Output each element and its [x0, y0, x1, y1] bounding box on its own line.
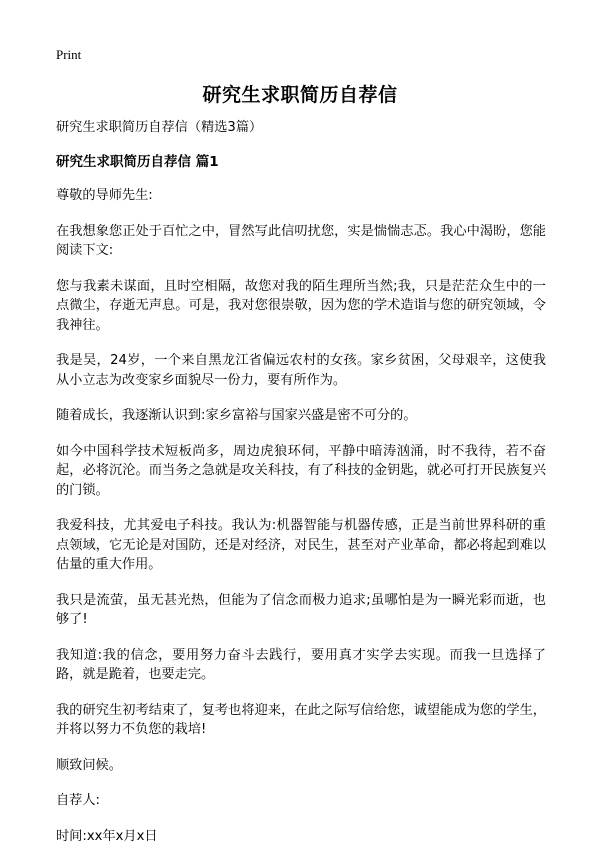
- closing-greeting: 顺致问候。: [56, 757, 122, 773]
- salutation: 尊敬的导师先生:: [56, 188, 153, 203]
- paragraph-technology: 如今中国科学技术短板尚多，周边虎狼环伺，平静中暗涛汹涌，时不我待，若不奋起，必将沉沦。而当务之急就是攻关科技，有了科技的金钥匙，就必可打开民族复兴的门锁。: [56, 443, 546, 498]
- print-link[interactable]: Print: [56, 47, 82, 62]
- paragraph-stranger: 您与我素未谋面，且时空相隔，故您对我的陌生理所当然;我，只是茫茫众生中的一点微尘，存逝无声息。可是，我对您很崇敬，因为您的学术造诣与您的研究领域，令我神往。: [56, 278, 546, 333]
- signature-label: 自荐人:: [56, 793, 101, 808]
- paragraph-electronics: 我爱科技，尤其爱电子科技。我认为:机器智能与机器传感，正是当前世界科研的重点领域，它无论是对国防，还是对经济，对民生，甚至对产业革命，都必将起到难以估量的重大作用。: [56, 518, 546, 572]
- paragraph-belief: 我知道:我的信念，要用努力奋斗去践行，要用真才实学去实现。而我一旦选择了路，就是跪着，也要走完。: [56, 647, 546, 682]
- date-line: 时间:xx年x月x日: [56, 828, 158, 844]
- paragraph-growth: 随着成长，我逐渐认识到:家乡富裕与国家兴盛是密不可分的。: [56, 408, 417, 423]
- paragraph-self-intro: 我是吴，24岁，一个来自黑龙江省偏远农村的女孩。家乡贫困，父母艰辛，这使我从小立志为改变家乡面貌尽一份力，要有所作为。: [56, 353, 546, 388]
- document-title: 研究生求职简历自荐信: [202, 84, 398, 106]
- document-subtitle: 研究生求职简历自荐信（精选3篇）: [56, 120, 263, 135]
- paragraph-firefly: 我只是流萤，虽无甚光热，但能为了信念而极力追求;虽哪怕是为一瞬光彩而逝，也够了!: [56, 592, 546, 627]
- section-heading: 研究生求职简历自荐信 篇1: [56, 153, 219, 170]
- paragraph-exam: 我的研究生初考结束了，复考也将迎来，在此之际写信给您，诚望能成为您的学生，并将以努力不负您的栽培!: [56, 702, 546, 737]
- document-body: [56, 118, 546, 862]
- paragraph-intro: 在我想象您正处于百忙之中，冒然写此信叨扰您，实是惴惴志忑。我心中渴盼，您能阅读下文:: [56, 223, 546, 258]
